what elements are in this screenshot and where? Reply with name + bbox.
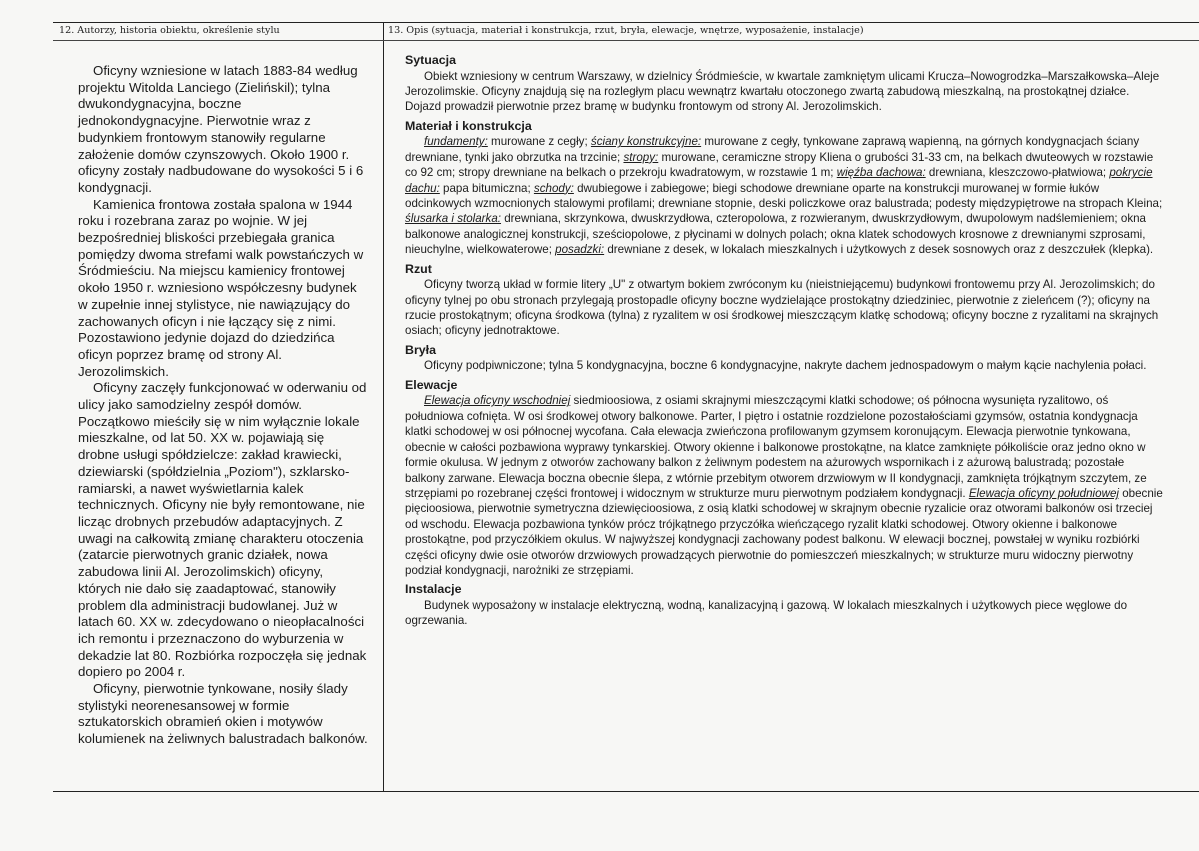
history-paragraph: Oficyny wzniesione w latach 1883-84 według projektu Witolda Lanciego (Zielińskil); tylna dwukondygnacyjna, boczne jednokondygnacyjne. Pierwotnie wraz z budynkiem frontowym stanowiły regularne założenie domów czynszowych. Około 1900 r. oficyny zostały nadbudowane do wysokości 5 i 6 kondygnacji. [78,63,364,195]
column-divider [383,22,384,792]
text-run: dwubiegowe i zabiegowe; biegi schodowe drewniane oparte na konstrukcji murowanej w formie łuków odcinkowych wzmocnionych stalowymi profilami; drewniane stopnie, deski policzkowe oraz balustrada; podesty międzypiętrowe na stropach Kleina; [405,181,1163,211]
section-elewacje [405,378,1167,578]
section-text [405,134,1167,257]
keyword-elewacja-wschodnia: Elewacja oficyny wschodniej [424,394,571,408]
section-rzut [405,262,1167,339]
history-column [78,63,368,748]
section-title: Sytuacja [405,53,456,67]
text-run: murowane, ceramiczne stropy Kliena o grubości 31-33 cm, na belkach dwuteowych w rozstawie co 92 cm; stropy drewniane na belkach o przekroju kwadratowym, w rozstawie 1 m; [405,150,1154,180]
text-run: drewniane z desek, w lokalach mieszkalnych i użytkowych z desek sosnowych oraz z deszczułek (klepka). [604,243,1154,257]
keyword-schody: schody: [533,181,574,195]
text-run: murowane z cegły, tynkowane zaprawą wapienną, na górnych kondygnacjach ściany drewniane, tynki jako obrzutka na trzcinie; [405,135,1140,164]
text-run: papa bitumiczna; [439,181,534,195]
section-text: Oficyny podpiwniczone; tylna 5 kondygnacyjna, boczne 6 kondygnacyjne, nakryte dachem jednospadowym o małym kącie nachylenia połaci. [424,359,1147,373]
section-title: Instalacje [405,582,462,597]
keyword-elewacja-poludniowa: Elewacja oficyny południowej [968,486,1119,500]
text-run: drewniana, skrzynkowa, dwuskrzydłowa, czteropolowa, z rozwieranym, dwuskrzydłowym, dwupolowym nadślemieniem; okna balkonowe analogicznej konstrukcji, sześciopolowe, z płycinami w dolnych polach; okna klatek schodowych krosnowe z drewnianymi szprosami, nieuchylne, wielkowaterowe; [405,212,1147,257]
history-paragraph: Kamienica frontowa została spalona w 1944 roku i rozebrana zaraz po wojnie. W jej bezpośredniej bliskości przebiegała granica pomiędzy dwoma strefami walk powstańczych w Śródmieściu. Na miejscu kamienicy frontowej około 1950 r. wzniesiono współczesny budynek w zupełnie innej stylistyce, nie nawiązujący do zachowanych oficyn i nie łączący się z nimi. Pozostawiono jedynie dojazd do dziedzińca oficyn poprzez bramę od strony Al. Jerozolimskich. [78,196,364,379]
keyword-sciany: ściany konstrukcyjne: [590,135,702,149]
text-run: murowane z cegły; [487,135,591,149]
keyword-slusarka: ślusarka i stolarka: [405,212,502,226]
history-paragraph: Oficyny zaczęły funkcjonować w oderwaniu od ulicy jako samodzielny zespół domów. Początkowo mieściły się w nim wyłącznie lokale mieszkalne, od lat 50. XX w. pojawiają się drobne usługi spółdzielcze: zakład krawiecki, dziewiarski (spółdzielnia „Poziom"), szklarsko-ramiarski, a nawet wyświetlarnia kalek technicznych. Oficyny nie były remontowane, nie licząc drobnych przebudów adaptacyjnych. Z uwagi na całkowitą zmianę charakteru otoczenia (zatarcie pierwotnych granic działek, nowa zabudowa linii Al. Jerozolimskich) oficyny, których nie dało się zaadaptować, stanowiły problem dla administracji budowlanej. Już w latach 60. XX w. zdecydowano o nieopłacalności ich remontu i przeznaczono do wyburzenia w dekadzie lat 80. Rozbiórka rozpoczęła się jednak dopiero po 2004 r. [78,380,367,680]
keyword-posadzki: posadzki: [555,243,605,257]
description-column [405,53,1167,633]
section-title: Elewacje [405,377,458,392]
keyword-stropy: stropy: [623,150,659,164]
right-column-header: 13. Opis (sytuacja, materiał i konstrukcja, rzut, bryła, elewacje, wnętrze, wyposażenie, instalacje) [388,25,864,36]
section-text [405,393,1167,578]
left-column-header: 12. Autorzy, historia obiektu, określenie stylu [59,25,280,36]
section-text: Obiekt wzniesiony w centrum Warszawy, w dzielnicy Śródmieście, w kwartale zamkniętym ulicami Krucza–Nowogrodzka–Marszałkowska–Aleje Jerozolimskie. Oficyny znajdują się na rozległym placu wewnątrz kwartału otoczonego zwartą zabudową mieszkalną, na prostokątnej działce. Dojazd prowadził pierwotnie przez bramę w budynku frontowym od strony Al. Jerozolimskich. [405,69,1160,114]
text-run: obecnie pięcioosiowa, pierwotnie symetryczna dziewięcioosiowa, z osią klatki schodowej w skrajnym obecnie ryzalicie oraz otworami balkonów osi trzeciej od wschodu. Elewacja pozbawiona tynków prócz trójkątnego przyczółka wieńczącego ryzalit klatki schodowej. Otwory okienne i balkonowe prostokątne, pod przyczółkiem okulus. W najwyższej kondygnacji zachowany podest balkonu. W elewacji bocznej, powstałej w wyniku rozbiórki części oficyny dwie osie otworów drzwiowych prowadzących pierwotnie do pomieszczeń mieszkalnych; w strukturze muru widoczny pierwotny podział kondygnacji, narożniki ze strzępiami. [405,486,1163,577]
text-run: siedmioosiowa, z osiami skrajnymi mieszczącymi klatki schodowe; oś północna wysunięta ryzalitowo, oś południowa cofnięta. W osi środkowej otwory balkonowe. Parter, I piętro i ostatnie rozdzielone pozostałościami gzymsów, ostatnia kondygnacja klatki schodowej w osi północnej wycofana. Cała elewacja zwieńczona profilowanym gzymsem koronującym. Elewacja pierwotnie tynkowana, obecnie w całości pozbawiona wyprawy tynkarskiej. Otwory okienne i balkonowe prostokątne, na klatce zamknięte półkoliście oraz jedno okno w formie okulusa. W jednym z otworów zachowany balkon z żeliwnym podestem na ażurowych wspornikach i z ażurową balustradą; pozostałe balkony zarwane. Elewacja boczna obecnie ślepa, z wtórnie przebitym otworem drzwiowym w II kondygnacji, zamknięta trójkątnym szczytem, ze strzępiami po rozebranej części frontowej i widocznym w strukturze muru pierwotnym podziałem kondygnacji. [405,394,1147,500]
section-title: Materiał i konstrukcja [405,118,532,133]
section-material [405,119,1167,258]
keyword-pokrycie: pokrycie dachu: [405,166,1153,195]
keyword-wiezba: więźba dachowa: [836,166,926,180]
section-text: Oficyny tworzą układ w formie litery „U" z otwartym bokiem zwróconym ku (nieistniejącemu) budynkowi frontowemu przy Al. Jerozolimskich; do oficyny tylnej po obu stronach przylegają prostopadle oficyny boczne wydzielające prostokątny dziedziniec, pierwotnie z zieleńcem (?); oficyny na rzucie prostokątnym; oficyna środkowa (tylna) z ryzalitem w osi środkowej mieszczącym klatkę schodową; oficyny boczne z ryzalitami na skrajnych osiach; oficyny jednotraktowe. [405,278,1159,338]
section-bryla [405,343,1167,374]
text-run: drewniana, kleszczowo-płatwiowa; [925,166,1110,180]
section-title: Rzut [405,261,432,276]
section-text: Budynek wyposażony w instalacje elektryczną, wodną, kanalizacyjną i gazową. W lokalach mieszkalnych i użytkowych piece węglowe do ogrzewania. [405,598,1128,628]
section-title: Bryła [405,342,436,357]
section-instalacje [405,582,1167,628]
history-paragraph: Oficyny, pierwotnie tynkowane, nosiły ślady stylistyki neorenesansowej w formie sztukatorskich obramień okien i motywów kolumienek na żeliwnych balustradach balkonów. [78,681,368,747]
section-sytuacja [405,53,1167,115]
header-divider [53,40,1199,41]
keyword-fundamenty: fundamenty: [424,135,488,149]
